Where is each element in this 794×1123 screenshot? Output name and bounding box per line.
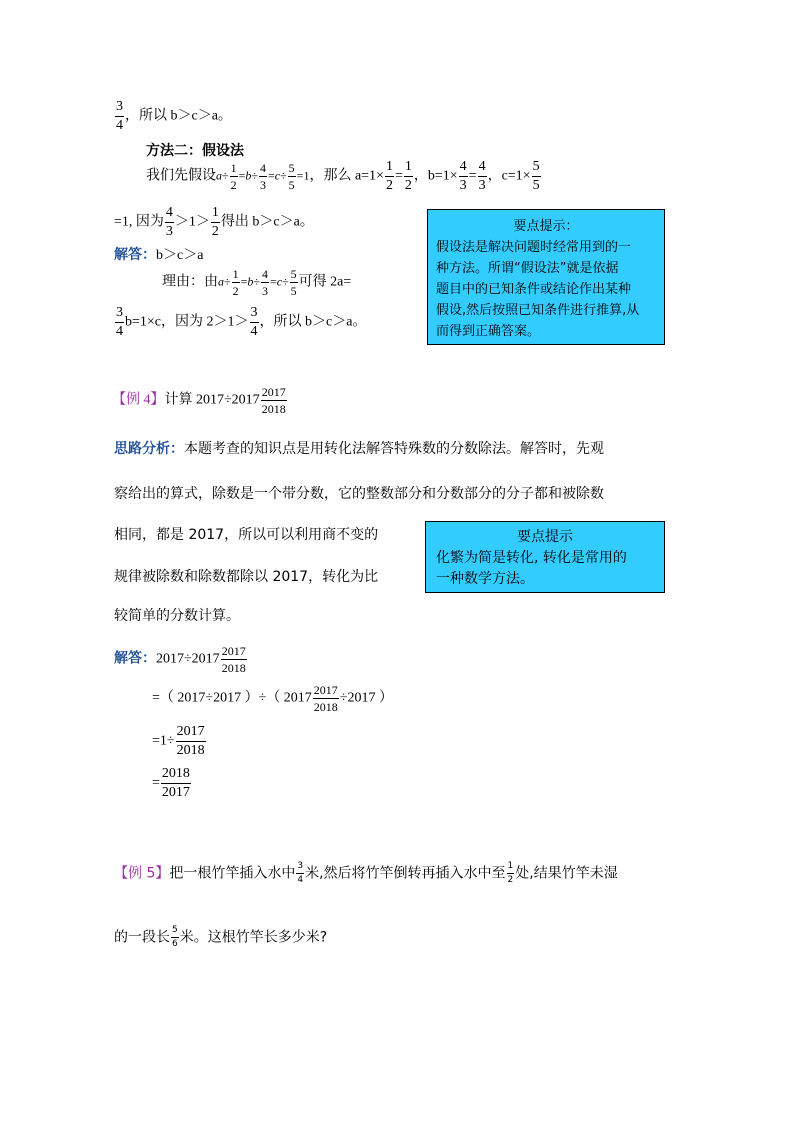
- conclusion-text: ，所以 b＞c＞a。: [125, 108, 232, 124]
- because-line: =1, 因为 $\frac{4}{3}$ ＞1＞ $\frac{1}{2}$ 得出 b＞c＞a。: [114, 205, 314, 239]
- fraction-1-2: $\frac{1}{2}$: [230, 161, 237, 192]
- assumption-line: 我们先假设a÷ $\frac{1}{2}$ =b÷ $\frac{4}{3}$ =c÷ $\frac{5}{5}$ =1，那么 a=1× $\frac{1}{2}$ = $\frac{1}{2}$ ，b=1× $\frac{4}{3}$ = $\frac{4}{3}$ ，c=1× $\frac{5}{5}$: [146, 159, 540, 193]
- fraction-5-5-c: $\frac{5}{5}$: [290, 267, 297, 298]
- tip-title: 要点提示: [517, 529, 573, 545]
- solution-step-1: =（ 2017÷2017 ）÷（ 2017 $\frac{2017}{2018}$ ÷2017 ）: [152, 683, 393, 714]
- fraction-2017-2018-d: $\frac{2017}{2018}$: [176, 724, 205, 758]
- tip-box-conversion: [425, 521, 665, 593]
- example-4-prompt: 【例 4】计算 2017÷2017 $\frac{2017}{2018}$: [112, 385, 286, 416]
- example-5-line-1: 【例 5】把一根竹竿插入水中 $\frac{3}{4}$ 米,然后将竹竿倒转再插入水中至 $\frac{1}{2}$ 处,结果竹竿未湿: [114, 861, 618, 885]
- tip-title: 要点提示：: [513, 219, 579, 234]
- fraction-5-6-small: $\frac{5}{6}$: [172, 925, 178, 949]
- analysis-line-3: 相同，都是 2017，所以可以利用商不变的: [114, 527, 379, 543]
- fraction-2017-2018-b: $\frac{2017}{2018}$: [221, 644, 246, 675]
- fraction-1-2-small: $\frac{1}{2}$: [507, 861, 514, 885]
- tip-line: 假设法是解决问题时经常用到的一: [436, 240, 632, 255]
- fraction-1-2-d: $\frac{1}{2}$: [211, 205, 219, 239]
- fraction-4-3-d: $\frac{4}{3}$: [165, 205, 173, 239]
- fraction-2017-2018-c: $\frac{2017}{2018}$: [313, 683, 338, 714]
- example-4-tag: 【例 4】: [112, 392, 165, 408]
- fraction-4-3-e: $\frac{4}{3}$: [261, 267, 268, 298]
- solution-step-2: =1÷ $\frac{2017}{2018}$: [152, 724, 205, 758]
- fraction-3-4: $\frac{3}{4}$: [116, 99, 123, 133]
- reason-line-2: $\frac{3}{4}$ b=1×c，因为 2＞1＞ $\frac{3}{4}$ ，所以 b＞c＞a。: [116, 305, 367, 339]
- example-5-line-2: 的一段长 $\frac{5}{6}$ 米。这根竹竿长多少米?: [114, 925, 328, 949]
- analysis-line-1: 思路分析：本题考查的知识点是用转化法解答特殊数的分数除法。解答时，先观: [114, 441, 604, 457]
- fraction-2017-2018: $\frac{2017}{2018}$: [261, 385, 286, 416]
- fraction-2018-2017: $\frac{2018}{2017}$: [161, 766, 190, 800]
- tip-box-assumption: [427, 209, 665, 345]
- line-fraction-conclusion: [114, 100, 232, 133]
- analysis-label: 思路分析：: [114, 441, 184, 457]
- tip-line: 种方法。所谓“假设法”就是依据: [436, 261, 619, 276]
- analysis-line-4: 规律被除数和除数都除以 2017，转化为比: [114, 569, 379, 585]
- tip-line: 题目中的已知条件或结论作出某种: [436, 282, 632, 297]
- tip-line: 一种数学方法。: [436, 571, 534, 587]
- fraction-3-4-b: $\frac{3}{4}$: [116, 305, 123, 339]
- fraction-4-3-c: $\frac{4}{3}$: [478, 159, 486, 193]
- fraction-1-2-b: $\frac{1}{2}$: [385, 159, 393, 193]
- tip-line: 假设,然后按照已知条件进行推算,从: [436, 303, 640, 318]
- fraction-1-2-c: $\frac{1}{2}$: [404, 159, 412, 193]
- solution-step-3: = $\frac{2018}{2017}$: [152, 766, 190, 800]
- fraction-3-4-c: $\frac{3}{4}$: [250, 305, 258, 339]
- fraction-5-5: $\frac{5}{5}$: [288, 161, 295, 192]
- analysis-line-2: 察给出的算式，除数是一个带分数，它的整数部分和分数部分的分子都和被除数: [114, 486, 604, 502]
- fraction-4-3-b: $\frac{4}{3}$: [459, 159, 467, 193]
- fraction-5-5-b: $\frac{5}{5}$: [532, 159, 540, 193]
- example-5-tag: 【例 5】: [114, 865, 170, 882]
- fraction-3-4-small: $\frac{3}{4}$: [297, 861, 304, 885]
- tip-line: 而得到正确答案。: [436, 324, 541, 339]
- fraction-1-2-e: $\frac{1}{2}$: [232, 267, 239, 298]
- fraction-4-3: $\frac{4}{3}$: [259, 161, 266, 192]
- answer-line: 解答：b＞c＞a: [114, 248, 204, 263]
- tip-line: 化繁为简是转化, 转化是常用的: [436, 550, 627, 566]
- analysis-line-5: 较简单的分数计算。: [114, 608, 240, 624]
- reason-line: 理由：由a÷ $\frac{1}{2}$ =b÷ $\frac{4}{3}$ =c÷ $\frac{5}{5}$ 可得 2a=: [162, 267, 352, 298]
- solution-step-0: 解答：2017÷2017 $\frac{2017}{2018}$: [114, 644, 246, 675]
- method-two-heading: 方法二：假设法: [146, 143, 244, 159]
